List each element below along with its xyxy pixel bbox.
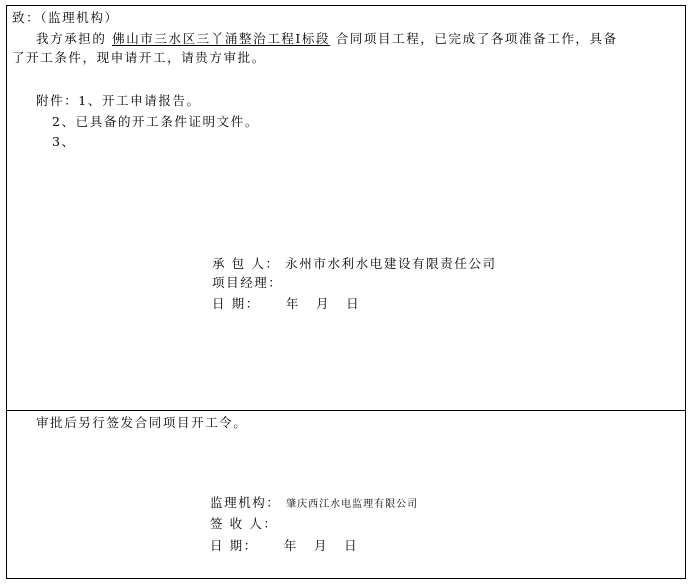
project-manager-label: 项目经理： xyxy=(212,275,283,290)
approval-text: 审批后另行签发合同项目开工令。 xyxy=(36,415,248,430)
day-label: 日 xyxy=(346,296,361,311)
month-label: 月 xyxy=(315,296,331,311)
attachment-item-2: 2、已具备的开工条件证明文件。 xyxy=(52,114,259,129)
contractor-name: 永州市水利水电建设有限责任公司 xyxy=(285,256,497,271)
section-divider xyxy=(6,410,686,411)
body-suffix: 合同项目工程，已完成了各项准备工作，具备 xyxy=(335,31,618,46)
application-body-line1 xyxy=(36,31,618,47)
supervisor-label: 监理机构： xyxy=(210,495,281,510)
contractor-label: 承 包 人： xyxy=(212,256,280,271)
supervisor-line xyxy=(210,495,418,513)
year-label: 年 xyxy=(285,296,300,311)
contractor-date-line xyxy=(212,296,360,312)
attachment-item-3: 3、 xyxy=(52,134,76,149)
project-name: 佛山市三水区三丫涌整治工程Ⅰ标段 xyxy=(112,31,331,46)
body-prefix: 我方承担的 xyxy=(36,31,107,46)
attachment-item-1: 附件：1、开工申请报告。 xyxy=(36,93,201,108)
form-border xyxy=(6,5,686,579)
approval-date-line xyxy=(210,538,358,554)
day-label: 日 xyxy=(344,538,359,553)
contractor-line xyxy=(212,256,497,272)
year-label: 年 xyxy=(283,538,298,553)
supervisor-name: 肇庆西江水电监理有限公司 xyxy=(286,499,419,510)
application-body-line2: 了开工条件，现申请开工，请贵方审批。 xyxy=(12,50,266,65)
receiver-label: 签 收 人： xyxy=(210,516,278,531)
addressee-line: 致：（监理机构） xyxy=(12,10,119,25)
date-label: 日 期： xyxy=(210,538,258,553)
month-label: 月 xyxy=(313,538,329,553)
date-label: 日 期： xyxy=(212,296,260,311)
